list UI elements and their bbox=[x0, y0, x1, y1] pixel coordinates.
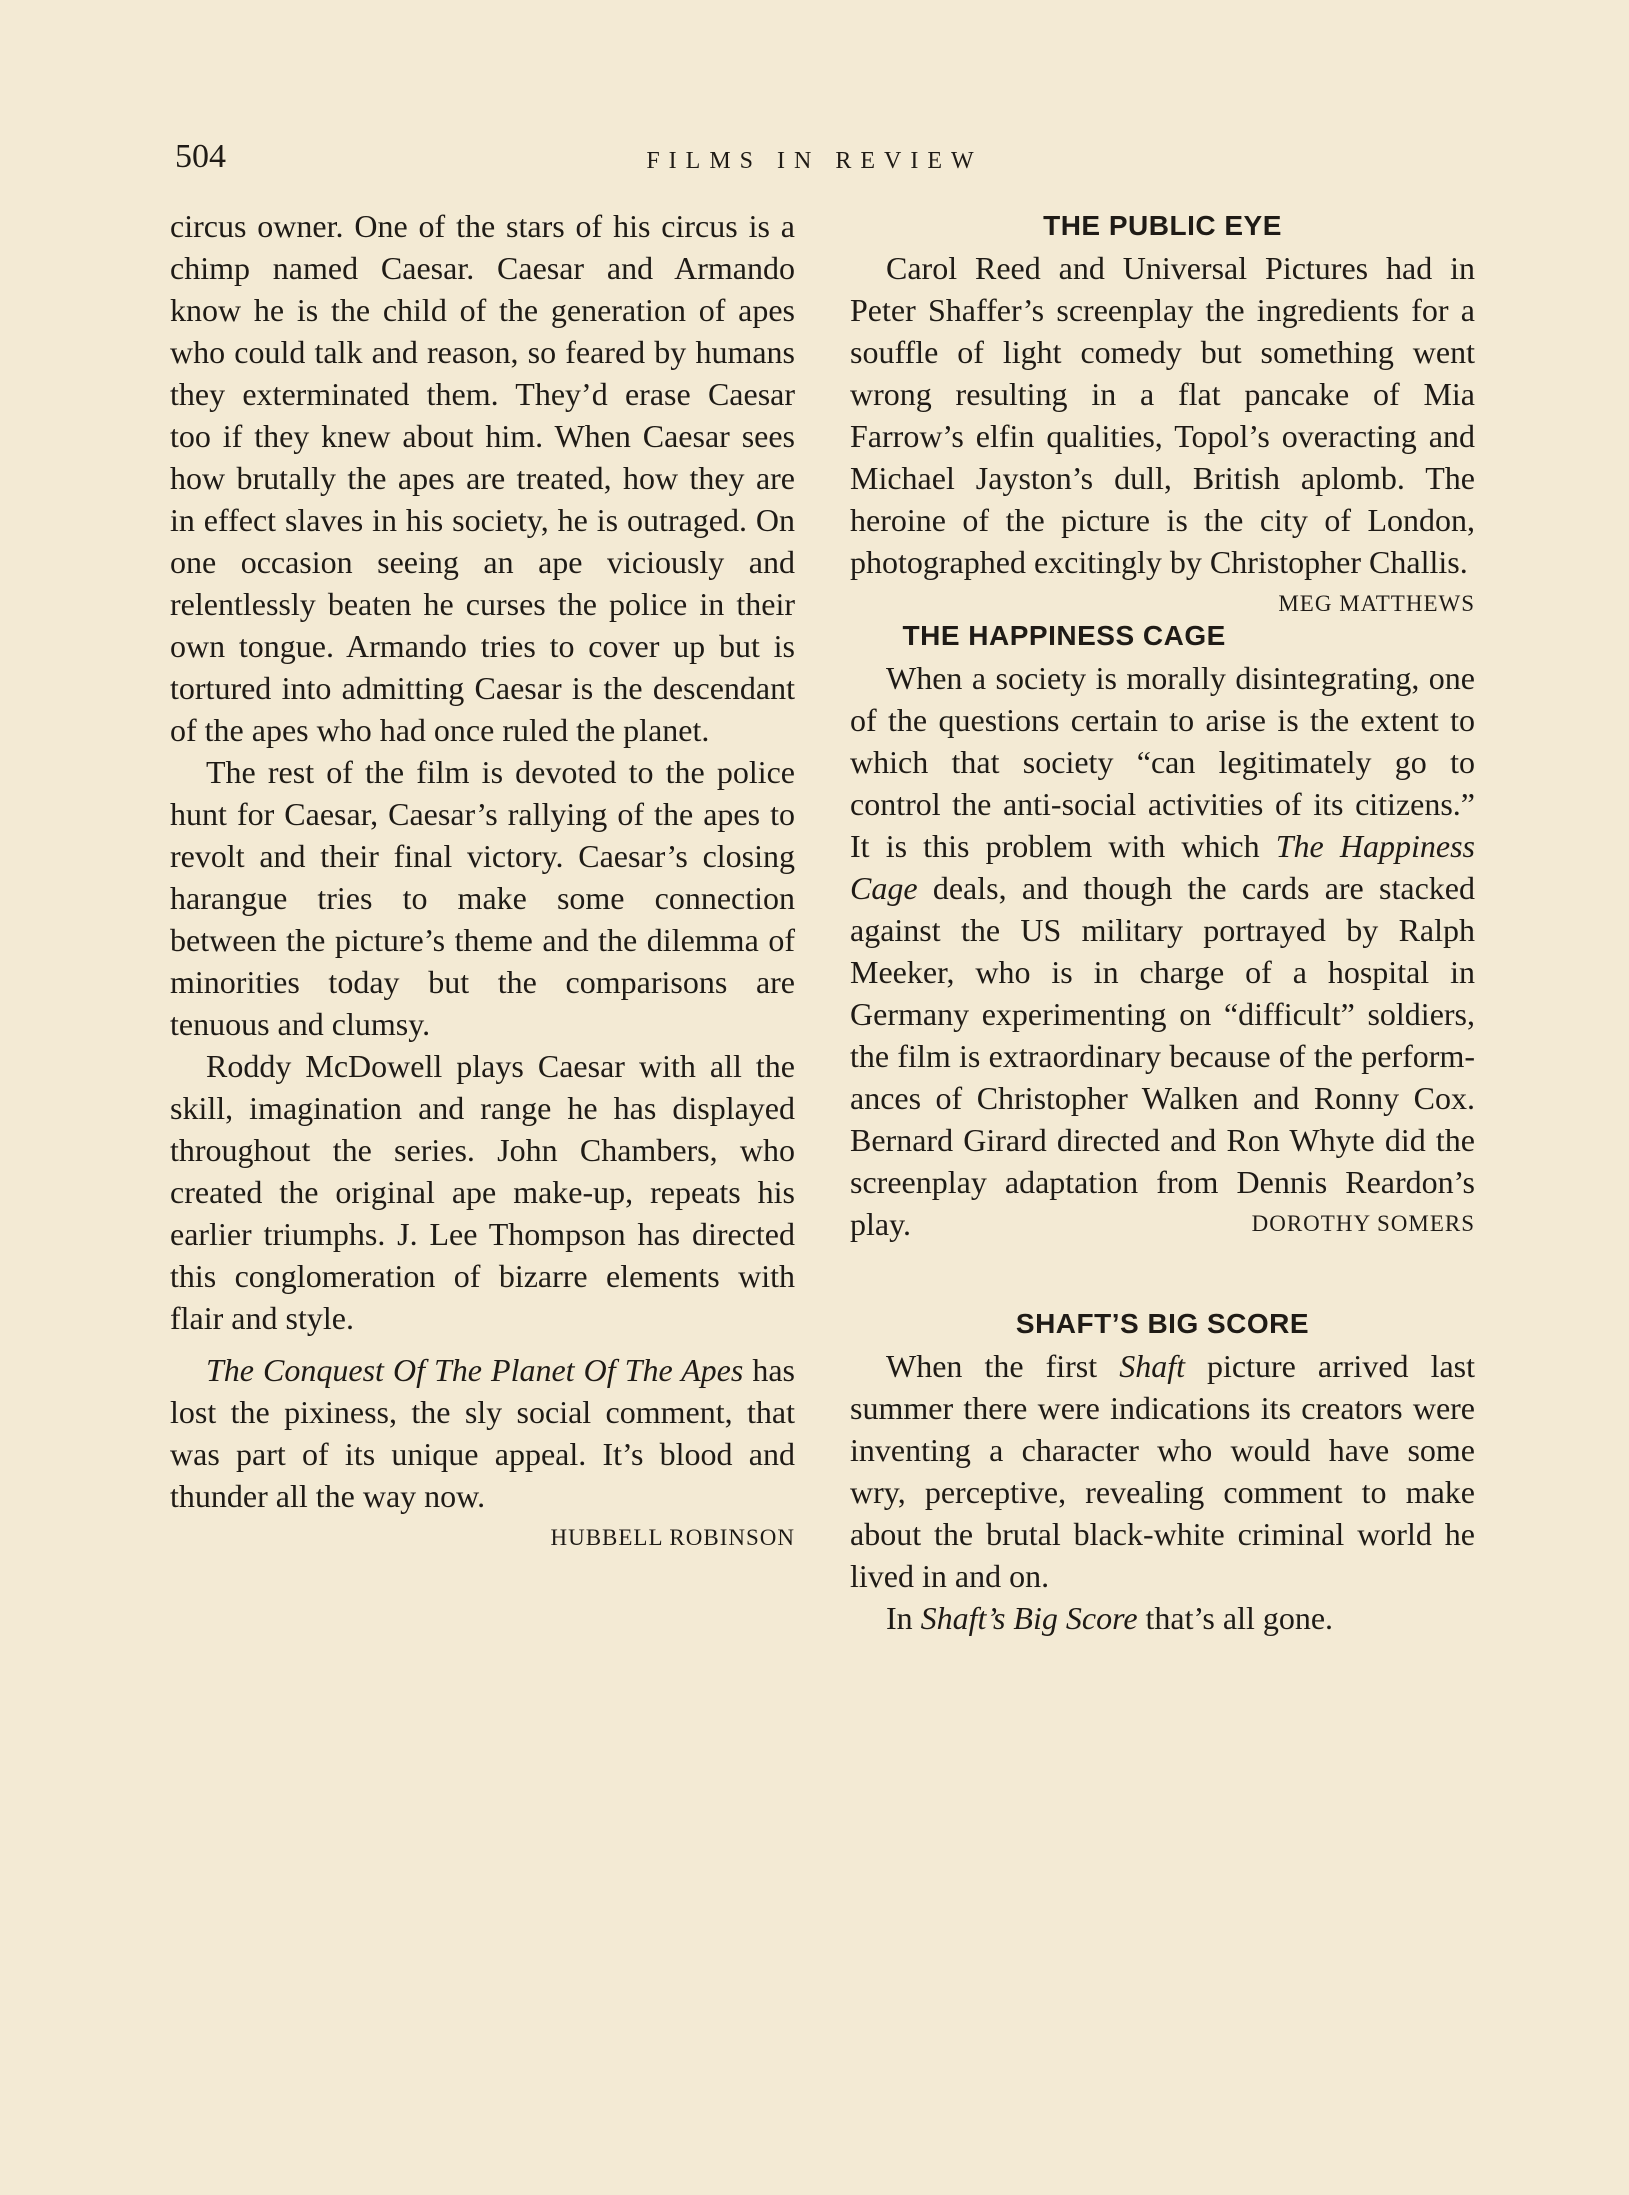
film-title: Shaft bbox=[1119, 1348, 1185, 1384]
byline: DOROTHY SOMERS bbox=[1251, 1211, 1475, 1236]
page-number: 504 bbox=[175, 138, 226, 175]
paragraph-text: Carol Reed and Universal Pictures had in Peter Shaffer’s screenplay the ingredients for a souffle of light comedy but something went wrong resulting in a flat pancake of Mia Farrow’s elfin qualities, Topol’s overacting and Michael Jayston’s dull, British aplomb. The heroine of the picture is the city of London, photographed excitingly by Christopher Challis. bbox=[850, 250, 1475, 580]
paragraph-text: When a society is morally disintegrating, one of the questions certain to arise is the extent to which that society “can legitimately go to control the anti-social activities of its citizens.” It is this problem with which bbox=[850, 660, 1475, 864]
paragraph bbox=[850, 1345, 1475, 1597]
paragraph-text: deals, and though the cards are stacked against the US military portrayed by Ralph Meeker, who is in charge of a hospital in Germany experimenting on “difficult” soldiers, the film is extraordinary because of the performances of Christopher Walken and Ronny Cox. Bernard Girard directed and Ron Whyte did the screenplay adaptation from Dennis Reardon’s play. bbox=[850, 870, 1475, 1242]
right-column bbox=[850, 205, 1475, 1639]
review-heading: THE HAPPINESS CAGE bbox=[902, 620, 1226, 651]
byline: HUBBELL ROBINSON bbox=[550, 1525, 795, 1550]
paragraph bbox=[850, 247, 1475, 616]
left-column bbox=[170, 205, 795, 1559]
paragraph bbox=[850, 657, 1475, 1245]
paragraph bbox=[170, 1349, 795, 1517]
paragraph-text: has lost the pixiness, the sly social comment, that was part of its unique appeal. It’s blood and thunder all the way now. bbox=[170, 1352, 796, 1514]
paragraph: circus owner. One of the stars of his circus is a chimp named Caesar. Caesar and Armando know he is the child of the generation of apes who could talk and reason, so feared by humans they exterminated them. They’d erase Caesar too if they knew about him. When Caesar sees how brutally the apes are treated, how they are in effect slaves in his society, he is outraged. On one occasion seeing an ape viciously and relentlessly beaten he curses the police in their own tongue. Armando tries to cover up but is tortured into admitting Caesar is the descendant of the apes who had once ruled the planet. bbox=[170, 208, 795, 748]
paragraph-text: In bbox=[886, 1600, 921, 1636]
review-heading: SHAFT’S BIG SCORE bbox=[1015, 1308, 1310, 1339]
section-spacer bbox=[850, 1245, 1475, 1303]
paragraph bbox=[850, 1597, 1475, 1639]
film-title: The Happiness Cage bbox=[850, 828, 1476, 906]
byline: MEG MATTHEWS bbox=[1278, 591, 1475, 616]
film-title: The Conquest Of The Planet Of The Apes bbox=[206, 1352, 744, 1388]
review-heading: THE PUBLIC EYE bbox=[1043, 210, 1282, 241]
paragraph: Roddy McDowell plays Caesar with all the skill, imagination and range he has displayed throughout the series. John Chambers, who created the original ape make-up, repeats his earlier triumphs. J. Lee Thompson has directed this conglomeration of bizarre elements with flair and style. bbox=[170, 1048, 795, 1336]
paragraph-text: picture arrived last summer there were indications its creators were inventing a character who would have some wry, perceptive, revealing comment to make about the brutal black-white criminal world he lived in and on. bbox=[850, 1348, 1475, 1594]
paragraph-text: When the first bbox=[886, 1348, 1120, 1384]
film-title: Shaft’s Big Score bbox=[920, 1600, 1138, 1636]
running-head bbox=[0, 138, 1629, 188]
paragraph-text: that’s all gone. bbox=[1137, 1600, 1334, 1636]
journal-title: FILMS IN REVIEW bbox=[646, 148, 983, 174]
paragraph: The rest of the film is devoted to the police hunt for Caesar, Caesar’s rallying of the apes to revolt and their final victory. Caesar’s closing harangue tries to make some connection between the picture’s theme and the dilemma of minorities today but the comparisons are tenuous and clumsy. bbox=[170, 754, 795, 1042]
